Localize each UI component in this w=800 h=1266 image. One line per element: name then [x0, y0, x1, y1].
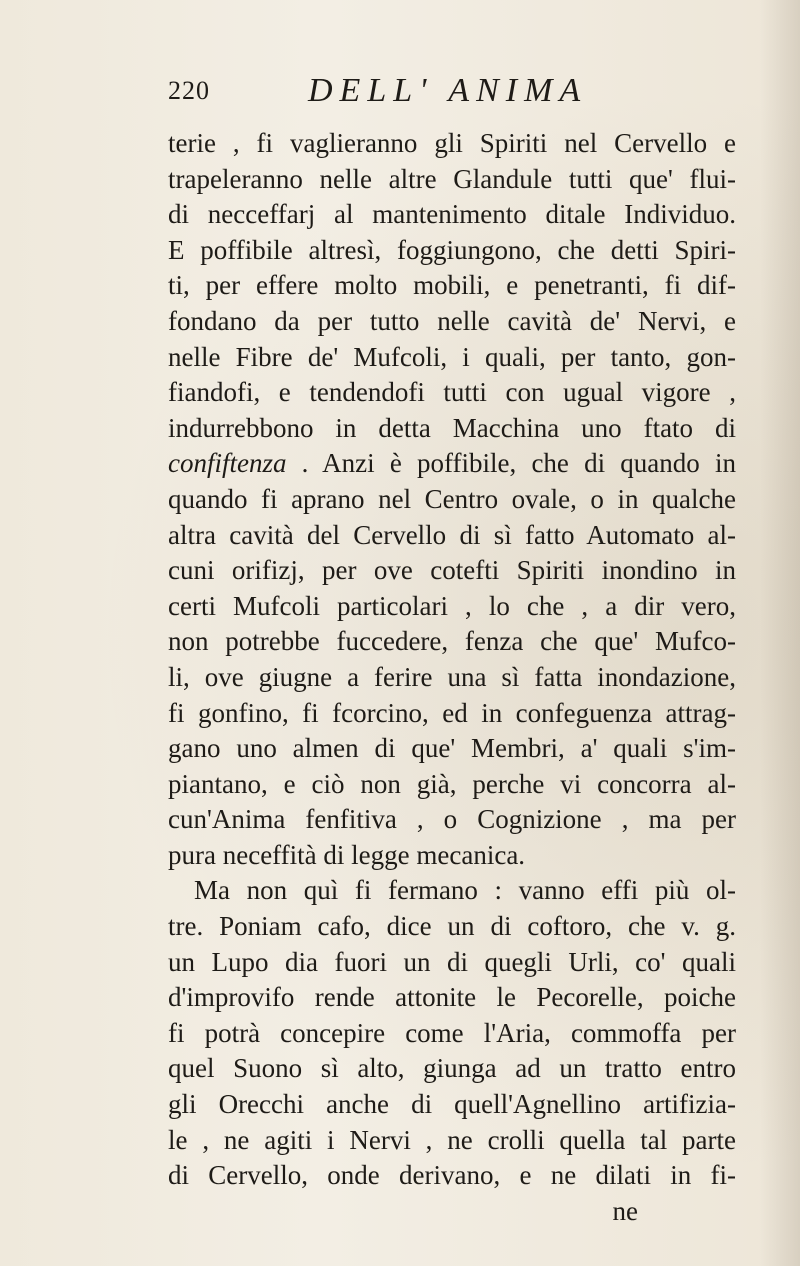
page-number: 220 — [168, 76, 210, 105]
body-text — [168, 126, 736, 1229]
text-line-21: pura neceffità di legge mecanica. — [168, 839, 526, 870]
catchword: ne — [612, 1195, 638, 1226]
page-header — [168, 72, 728, 112]
text-line-20: cun'Anima fenfitiva , o Cognizione , ma per — [168, 804, 736, 835]
text-line-25: d'improvifo rende attonite le Pecorelle, poiche — [168, 982, 736, 1013]
text-line-8: fiandofi, e tendendofi tutti con ugual vigore , — [168, 377, 736, 408]
text-line-24: un Lupo dia fuori un di quegli Urli, co' quali — [168, 946, 736, 977]
text-line-13: cuni orifizj, per ove cotefti Spiriti inondino in — [168, 555, 736, 586]
text-line-7: nelle Fibre de' Mufcoli, i quali, per tanto, gon- — [168, 341, 736, 372]
text-line-1: terie , fi vaglieranno gli Spiriti nel Cervello e — [168, 128, 736, 158]
running-title: DELL' ANIMA — [308, 72, 588, 109]
text-line-5: ti, per effere molto mobili, e penetranti, fi dif- — [168, 270, 736, 301]
text-line-10 — [168, 446, 736, 482]
text-line-4: E poffibile altresì, foggiungono, che detti Spiri- — [168, 234, 736, 265]
italic-term: confiftenza — [168, 448, 287, 479]
text-line-16: li, ove giugne a ferire una sì fatta inondazione, — [168, 661, 736, 692]
text-line-14: certi Mufcoli particolari , lo che , a dir vero, — [168, 590, 736, 621]
text-line-17: fi gonfino, fi fcorcino, ed in confeguenza attrag- — [168, 697, 736, 728]
text-line-26: fi potrà concepire come l'Aria, commoffa per — [168, 1017, 736, 1048]
text-line-12: altra cavità del Cervello di sì fatto Automato al- — [168, 519, 736, 550]
text-line-29: le , ne agiti i Nervi , ne crolli quella tal parte — [168, 1124, 736, 1155]
text-line-10-rest: . Anzi è poffibile, che di quando in — [286, 448, 736, 479]
text-line-6: fondano da per tutto nelle cavità de' Nervi, e — [168, 305, 736, 336]
text-line-28: gli Orecchi anche di quell'Agnellino artifizia- — [168, 1089, 736, 1120]
text-line-2: trapeleranno nelle altre Glandule tutti que' flui- — [168, 163, 736, 194]
text-line-18: gano uno almen di que' Membri, a' quali s'im- — [168, 733, 736, 764]
text-line-27: quel Suono sì alto, giunga ad un tratto entro — [168, 1053, 736, 1084]
text-line-23: tre. Poniam cafo, dice un di coftoro, che v. g. — [168, 911, 736, 942]
text-line-30: di Cervello, onde derivano, e ne dilati in fi- — [168, 1160, 736, 1191]
text-line-15: non potrebbe fuccedere, fenza che que' Mufco- — [168, 626, 736, 657]
text-line-3: di necceffarj al mantenimento ditale Individuo. — [168, 199, 736, 230]
text-line-9: indurrebbono in detta Macchina uno ftato di — [168, 412, 736, 443]
text-line-19: piantano, e ciò non già, perche vi concorra al- — [168, 768, 736, 799]
page-edge-shadow — [760, 0, 800, 1266]
text-line-22: Ma non quì fi fermano : vanno effi più ol- — [194, 875, 736, 906]
text-line-11: quando fi aprano nel Centro ovale, o in qualche — [168, 483, 736, 514]
